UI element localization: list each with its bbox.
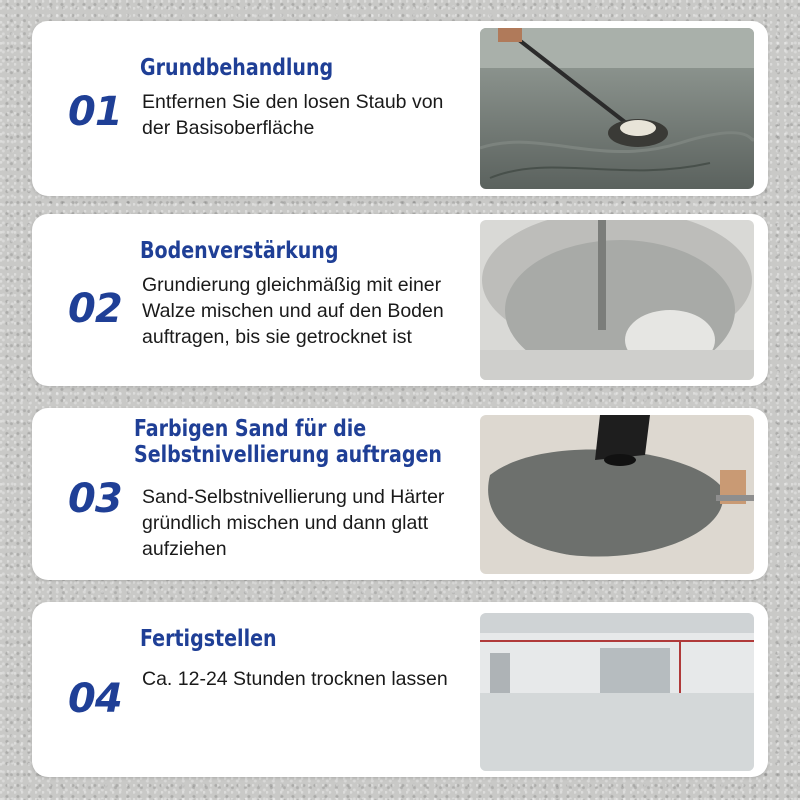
step-photo: [480, 28, 754, 189]
step-title: Bodenverstärkung: [140, 238, 339, 264]
step-card-3: [32, 408, 768, 580]
step-title: Grundbehandlung: [140, 55, 334, 81]
step-photo: [480, 220, 754, 380]
step-description: Entfernen Sie den losen Staub von der Basisoberfläche: [142, 91, 444, 139]
step-card-1: [32, 21, 768, 196]
step-description: Ca. 12-24 Stunden trocknen lassen: [142, 668, 448, 690]
step-photo: [480, 613, 754, 771]
step-title-line-1: Farbigen Sand für die: [134, 416, 367, 442]
step-description: Sand-Selbstnivellierung und Härter gründlich mischen und dann glatt aufziehen: [142, 486, 445, 560]
step-card-4: [32, 602, 768, 777]
step-number: 02: [68, 286, 122, 332]
step-title-line-2: Selbstnivellierung auftragen: [134, 442, 442, 468]
step-photo: [480, 415, 754, 574]
step-card-2: [32, 214, 768, 386]
step-number: 03: [68, 476, 122, 522]
step-number: 01: [68, 89, 122, 135]
step-title: Fertigstellen: [140, 626, 277, 652]
step-description: Grundierung gleichmäßig mit einer Walze mischen und auf den Boden auftragen, bis sie getrocknet ist: [142, 274, 444, 348]
step-number: 04: [68, 676, 122, 722]
